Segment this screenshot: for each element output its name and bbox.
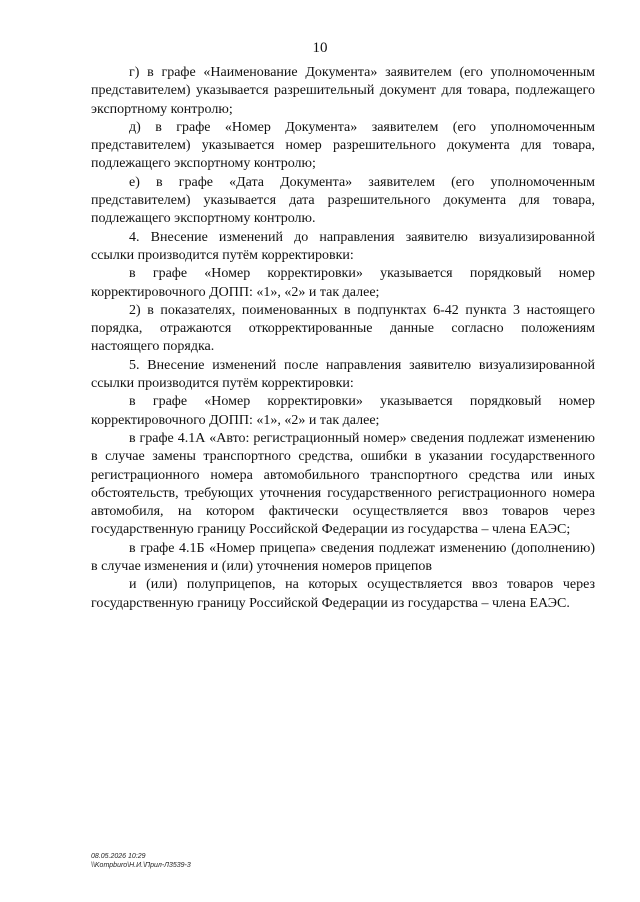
paragraph-item-4-sub-2: 2) в показателях, поименованных в подпунктах 6-42 пункта 3 настоящего порядка, отражаются откорректированные данные согласно положениям настоящего порядка. bbox=[91, 302, 595, 355]
footer-date: 08.05.2026 10:29 bbox=[91, 853, 146, 860]
page-number: 10 bbox=[312, 40, 328, 56]
paragraph-item-5-field-4-1a: в графе 4.1А «Авто: регистрационный номер» сведения подлежат изменению в случае замены транспортного средства, ошибки в указании государственного регистрационного номера автомобильного транспортного средства или иных обстоятельств, требующих уточнения государственного регистрационного номера автомобиля, на котором фактически осуществляется ввоз товаров через государственную границу Российской Федерации из государства – члена ЕАЭС; bbox=[91, 430, 595, 538]
paragraph-g: г) в графе «Наименование Документа» заявителем (его уполномоченным представителем) указывается разрешительный документ для товара, подлежащего экспортному контролю; bbox=[91, 65, 595, 117]
footer-file-ref: \\Kompburo\Н.И.\Прил-Л3539-3 bbox=[91, 862, 191, 869]
footer-stamp bbox=[91, 852, 191, 870]
paragraph-item-5: 5. Внесение изменений после направления заявителю визуализированной ссылки производится путём корректировки: bbox=[91, 357, 595, 392]
paragraph-item-5-correction-number: в графе «Номер корректировки» указывается порядковый номер корректировочного ДОПП: «1», «2» и так далее; bbox=[91, 394, 595, 428]
paragraph-item-4-correction-number: в графе «Номер корректировки» указывается порядковый номер корректировочного ДОПП: «1», «2» и так далее; bbox=[91, 266, 595, 300]
paragraph-d: д) в графе «Номер Документа» заявителем (его уполномоченным представителем) указывается номер разрешительного документа для товара, подлежащего экспортному контролю; bbox=[91, 119, 595, 172]
paragraph-item-5-field-4-1b-cont: и (или) полуприцепов, на которых осуществляется ввоз товаров через государственную границу Российской Федерации из государства – члена ЕАЭС. bbox=[91, 577, 595, 611]
document-body bbox=[91, 64, 595, 613]
paragraph-item-5-field-4-1b: в графе 4.1Б «Номер прицепа» сведения подлежат изменению (дополнению) в случае изменения и (или) уточнения номеров прицепов bbox=[91, 540, 595, 575]
paragraph-item-4: 4. Внесение изменений до направления заявителю визуализированной ссылки производится путём корректировки: bbox=[91, 229, 595, 263]
paragraph-e: е) в графе «Дата Документа» заявителем (его уполномоченным представителем) указывается дата разрешительного документа для товара, подлежащего экспортному контролю. bbox=[91, 174, 595, 227]
